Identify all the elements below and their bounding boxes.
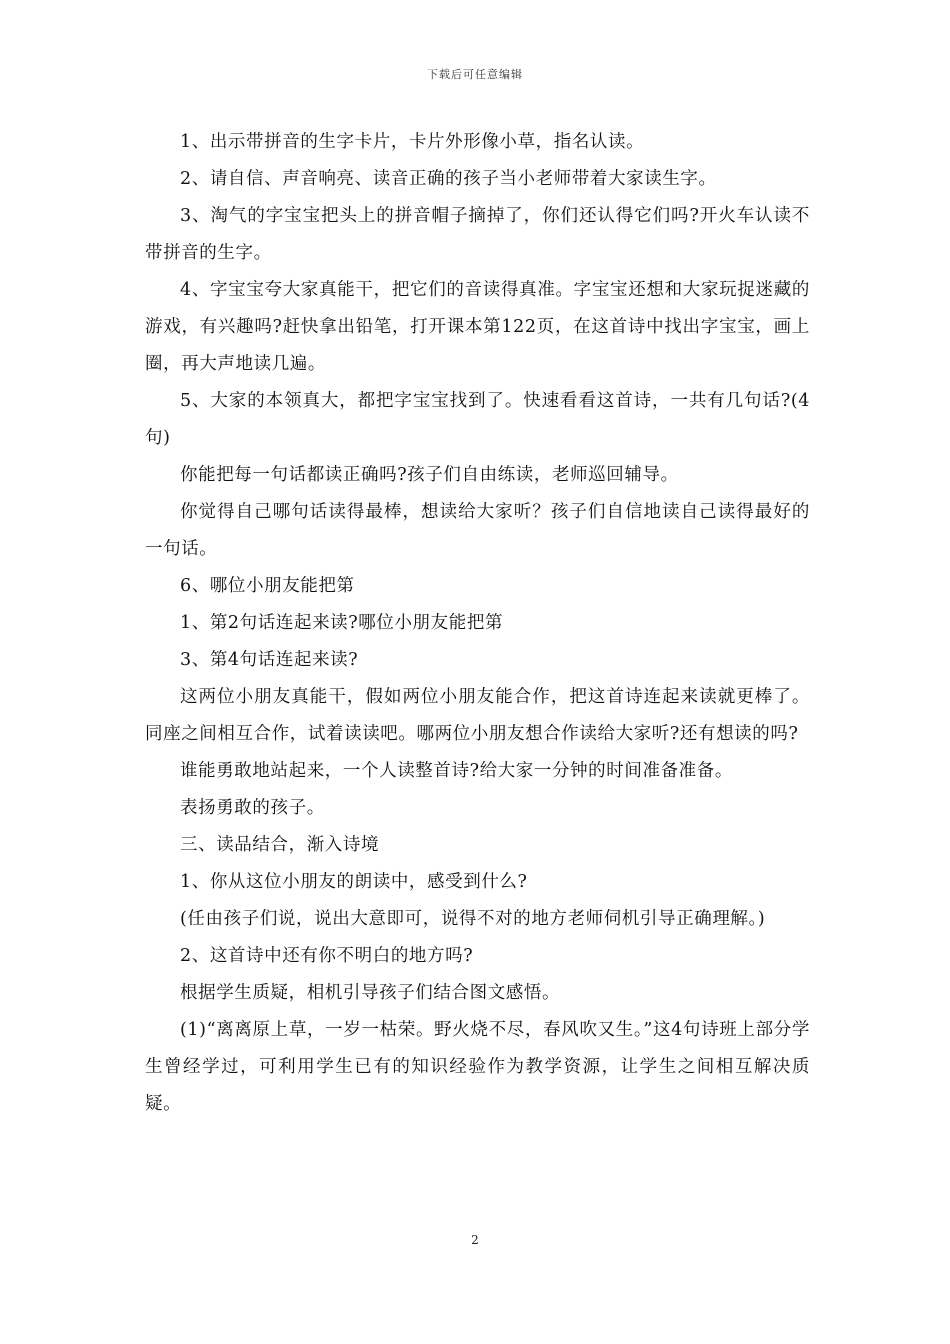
paragraph: 5、大家的本领真大，都把字宝宝找到了。快速看看这首诗，一共有几句话?(4句)	[145, 391, 810, 448]
page-number: 2	[471, 1233, 479, 1247]
paragraph: 你觉得自己哪句话读得最棒，想读给大家听？孩子们自信地读自己读得最好的一句话。	[145, 502, 810, 559]
paragraph: 这两位小朋友真能干，假如两位小朋友能合作，把这首诗连起来读就更棒了。同座之间相互合作，试着读读吧。哪两位小朋友想合作读给大家听?还有想读的吗?	[145, 687, 810, 744]
paragraph: 1、出示带拼音的生字卡片，卡片外形像小草，指名认读。	[180, 132, 645, 152]
section-heading: 三、读品结合，渐入诗境	[180, 835, 380, 855]
paragraph: 2、请自信、声音响亮、读音正确的孩子当小老师带着大家读生字。	[180, 169, 717, 189]
header-note: 下载后可任意编辑	[427, 68, 523, 81]
paragraph: 1、你从这位小朋友的朗读中，感受到什么?	[180, 872, 528, 892]
paragraph: 2、这首诗中还有你不明白的地方吗?	[180, 946, 474, 966]
paragraph: (1)“离离原上草，一岁一枯荣。野火烧不尽，春风吹又生。”这4句诗班上部分学生曾经学过，可利用学生已有的知识经验作为教学资源，让学生之间相互解决质疑。	[145, 1020, 810, 1114]
paragraph: 3、淘气的字宝宝把头上的拼音帽子摘掉了，你们还认得它们吗?开火车认读不带拼音的生字。	[145, 206, 810, 263]
paragraph: 1、第2句话连起来读?哪位小朋友能把第	[180, 613, 504, 633]
paragraph: 表扬勇敢的孩子。	[180, 798, 325, 818]
paragraph: 根据学生质疑，相机引导孩子们结合图文感悟。	[180, 983, 561, 1003]
paragraph: 6、哪位小朋友能把第	[180, 576, 355, 596]
paragraph: (任由孩子们说，说出大意即可，说得不对的地方老师伺机引导正确理解。)	[180, 909, 766, 929]
document-body	[145, 124, 810, 1123]
paragraph: 谁能勇敢地站起来，一个人读整首诗?给大家一分钟的时间准备准备。	[180, 761, 733, 781]
paragraph: 3、第4句话连起来读?	[180, 650, 359, 670]
paragraph: 4、字宝宝夸大家真能干，把它们的音读得真准。字宝宝还想和大家玩捉迷藏的游戏，有兴趣吗?赶快拿出铅笔，打开课本第122页，在这首诗中找出字宝宝，画上圈，再大声地读几遍。	[145, 280, 810, 374]
paragraph: 你能把每一句话都读正确吗?孩子们自由练读，老师巡回辅导。	[180, 465, 679, 485]
